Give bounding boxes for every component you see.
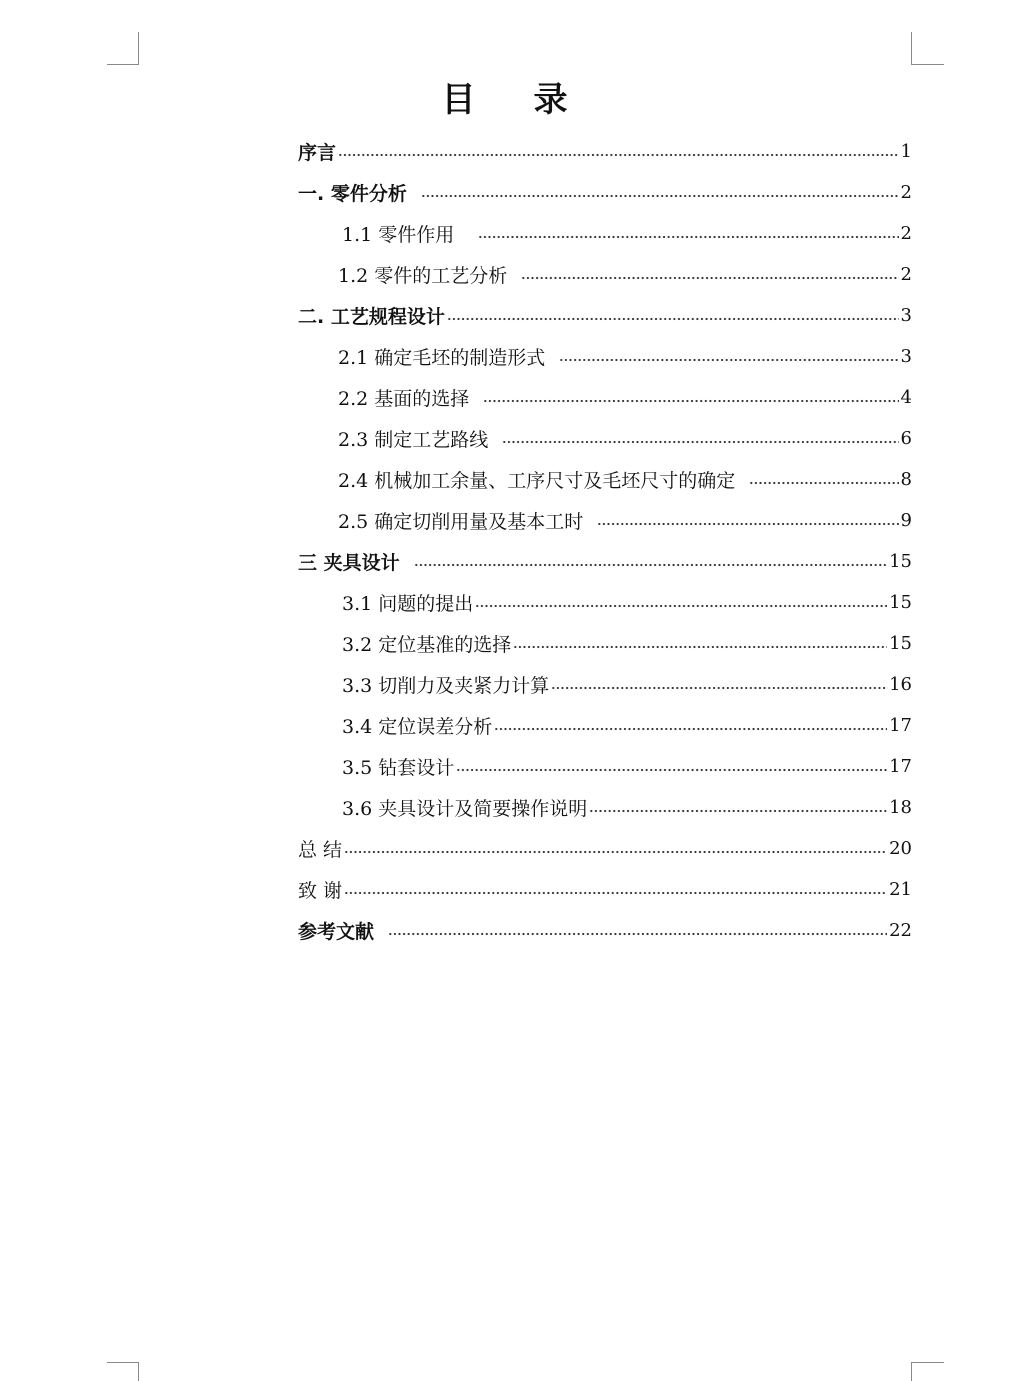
toc-entry-label: 1.1 零件作用	[342, 224, 455, 246]
toc-entry-label: 一. 零件分析	[298, 183, 407, 205]
toc-entry-label: 致 谢	[298, 880, 343, 902]
table-of-contents	[298, 131, 912, 951]
toc-entry-label: 3.6 夹具设计及简要操作说明	[342, 798, 588, 820]
toc-entry-page: 2	[900, 182, 912, 203]
toc-entry-page: 17	[889, 756, 912, 777]
dot-leader	[494, 727, 887, 731]
toc-entry-label: 3.4 定位误差分析	[342, 716, 493, 738]
toc-entry-3-5[interactable]	[298, 746, 912, 787]
dot-leader	[475, 604, 887, 608]
toc-entry-label: 3.5 钻套设计	[342, 757, 455, 779]
toc-entry-label: 1.2 零件的工艺分析	[338, 265, 508, 287]
dot-leader	[521, 276, 898, 280]
toc-entry-chapter-2[interactable]	[298, 295, 912, 336]
toc-entry-chapter-1[interactable]	[298, 172, 912, 213]
toc-entry-page: 21	[889, 879, 912, 900]
toc-entry-page: 17	[889, 715, 912, 736]
toc-entry-page: 9	[900, 510, 912, 531]
toc-entry-label: 序言	[298, 142, 337, 164]
toc-entry-3-2[interactable]	[298, 623, 912, 664]
toc-entry-page: 1	[900, 141, 912, 162]
dot-leader	[597, 522, 898, 526]
toc-entry-page: 15	[889, 592, 912, 613]
page-title	[298, 74, 713, 118]
dot-leader	[447, 317, 899, 321]
crop-mark-bottom-left	[107, 1362, 139, 1381]
crop-mark-top-right	[911, 32, 944, 65]
toc-entry-page: 20	[889, 838, 912, 859]
dot-leader	[414, 563, 887, 567]
toc-entry-preface[interactable]	[298, 131, 912, 172]
toc-entry-page: 8	[900, 469, 912, 490]
toc-entry-label: 2.1 确定毛坯的制造形式	[338, 347, 546, 369]
dot-leader	[749, 481, 898, 485]
toc-entry-3-6[interactable]	[298, 787, 912, 828]
toc-entry-3-1[interactable]	[298, 582, 912, 623]
toc-entry-label: 总 结	[298, 839, 343, 861]
crop-mark-bottom-right	[911, 1362, 944, 1381]
page-title-char-2: 录	[533, 79, 570, 120]
dot-leader	[421, 194, 899, 198]
toc-entry-page: 6	[900, 428, 912, 449]
toc-entry-label: 参考文献	[298, 921, 375, 943]
toc-entry-page: 2	[900, 223, 912, 244]
toc-entry-label: 3.2 定位基准的选择	[342, 634, 512, 656]
toc-entry-page: 22	[889, 920, 912, 941]
dot-leader	[478, 235, 898, 239]
dot-leader	[589, 809, 887, 813]
dot-leader	[513, 645, 887, 649]
toc-entry-page: 2	[900, 264, 912, 285]
toc-entry-label: 3.1 问题的提出	[342, 593, 474, 615]
toc-entry-3-3[interactable]	[298, 664, 912, 705]
toc-entry-2-4[interactable]	[298, 459, 912, 500]
toc-entry-page: 16	[889, 674, 912, 695]
toc-entry-2-2[interactable]	[298, 377, 912, 418]
toc-entry-page: 15	[889, 633, 912, 654]
toc-entry-references[interactable]	[298, 910, 912, 951]
dot-leader	[456, 768, 887, 772]
toc-entry-2-5[interactable]	[298, 500, 912, 541]
page-title-char-1: 目	[441, 79, 478, 120]
dot-leader	[338, 153, 899, 157]
toc-entry-chapter-3[interactable]	[298, 541, 912, 582]
toc-entry-3-4[interactable]	[298, 705, 912, 746]
toc-entry-label: 2.4 机械加工余量、工序尺寸及毛坯尺寸的确定	[338, 470, 736, 492]
dot-leader	[388, 932, 887, 936]
toc-entry-label: 2.3 制定工艺路线	[338, 429, 489, 451]
toc-entry-page: 18	[889, 797, 912, 818]
toc-entry-page: 15	[889, 551, 912, 572]
toc-entry-label: 2.5 确定切削用量及基本工时	[338, 511, 584, 533]
crop-mark-top-left	[107, 32, 139, 65]
toc-entry-1-1[interactable]	[298, 213, 912, 254]
toc-entry-label: 三 夹具设计	[298, 552, 400, 574]
toc-entry-label: 3.3 切削力及夹紧力计算	[342, 675, 550, 697]
toc-entry-page: 3	[900, 305, 912, 326]
dot-leader	[502, 440, 898, 444]
toc-entry-1-2[interactable]	[298, 254, 912, 295]
dot-leader	[559, 358, 898, 362]
toc-entry-label: 2.2 基面的选择	[338, 388, 470, 410]
dot-leader	[344, 850, 887, 854]
dot-leader	[551, 686, 887, 690]
toc-entry-label: 二. 工艺规程设计	[298, 306, 445, 328]
dot-leader	[483, 399, 898, 403]
toc-entry-page: 3	[900, 346, 912, 367]
toc-entry-2-1[interactable]	[298, 336, 912, 377]
toc-entry-conclusion[interactable]	[298, 828, 912, 869]
dot-leader	[344, 891, 887, 895]
toc-entry-2-3[interactable]	[298, 418, 912, 459]
toc-entry-page: 4	[900, 387, 912, 408]
toc-entry-acknowledgements[interactable]	[298, 869, 912, 910]
